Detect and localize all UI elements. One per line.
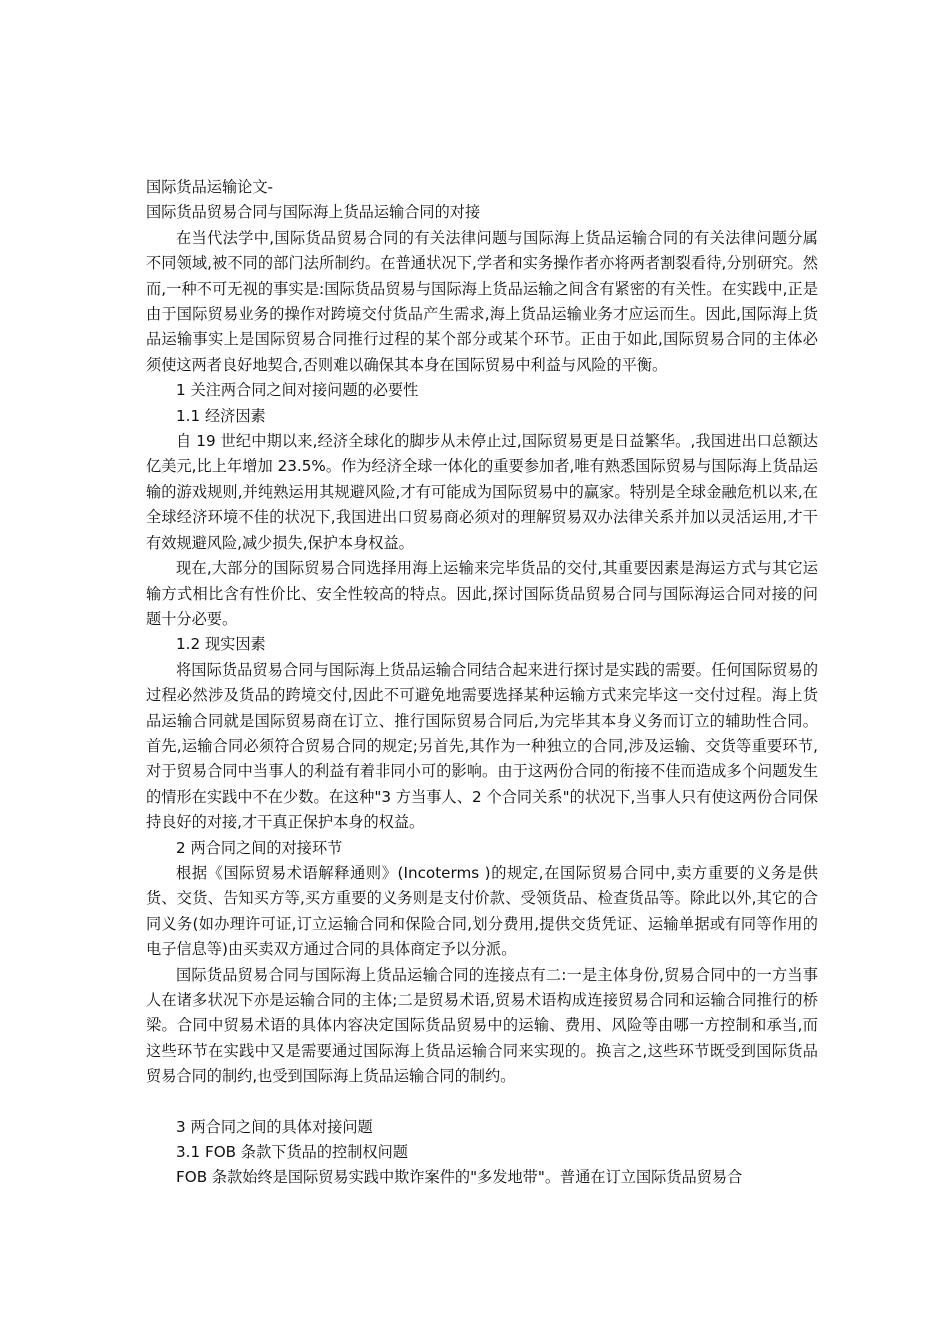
section-heading-2: 2 两合同之间的对接环节 — [176, 838, 343, 857]
paragraph-practical: 将国际货品贸易合同与国际海上货品运输合同结合起来进行探讨是实践的需要。任何国际贸易的过程必然涉及货品的跨境交付,因此不可避免地需要选择某种运输方式来完毕这一交付过程。海上货品运输合同就是国际贸易商在订立、推行国际贸易合同后,为完毕其本身义务而订立的辅助性合同。首先,运输合同必须符合贸易合同的规定;另首先,其作为一种独立的合同,涉及运输、交货等重要环节,对于贸易合同中当事人的利益有着非同小可的影响。由于这两份合同的衔接不佳而造成多个问题发生的情形在实践中不在少数。在这种"3 方当事人、2 个合同关系"的状况下,当事人只有使这两份合同保持良好的对接,才干真正保护本身的权益。 — [146, 660, 818, 832]
blank-line — [146, 1090, 818, 1115]
document-body — [146, 175, 818, 1191]
paragraph-intro: 在当代法学中,国际货品贸易合同的有关法律问题与国际海上货品运输合同的有关法律问题分属不同领域,被不同的部门法所制约。在普通状况下,学者和实务操作者亦将两者割裂看待,分别研究。然而,一种不可无视的事实是:国际货品贸易与国际海上货品运输之间含有紧密的有关性。在实践中,正是由于国际贸易业务的操作对跨境交付货品产生需求,海上货品运输业务才应运而生。因此,国际海上货品运输事实上是国际贸易合同推行过程的某个部分或某个环节。正由于如此,国际贸易合同的主体必须使这两者良好地契合,否则难以确保其本身在国际贸易中利益与风险的平衡。 — [146, 228, 818, 374]
doc-title-line-1: 国际货品运输论文- — [146, 178, 273, 196]
subsection-heading-1-1: 1.1 经济因素 — [176, 406, 266, 425]
paragraph-economic-1: 自 19 世纪中期以来,经济全球化的脚步从未停止过,国际贸易更是日益繁华。,我国进出口总额达亿美元,比上年增加 23.5%。作为经济全球一体化的重要参加者,唯有熟悉国际贸易与国际海上货品运输的游戏规则,并纯熟运用其规避风险,才有可能成为国际贸易中的赢家。特别是全球金融危机以来,在全球经济环境不佳的状况下,我国进出口贸易商必须对的理解贸易双办法律关系并加以灵活运用,才干有效规避风险,减少损失,保护本身权益。 — [146, 432, 818, 552]
subsection-heading-3-1: 3.1 FOB 条款下货品的控制权问题 — [176, 1143, 408, 1162]
paragraph-incoterms: 根据《国际贸易术语解释通则》(Incoterms )的规定,在国际贸易合同中,卖方重要的义务是供货、交货、告知买方等,买方重要的义务则是支付价款、受领货品、检查货品等。除此以外,其它的合同义务(如办理许可证,订立运输合同和保险合同,划分费用,提供交货凭证、运输单据或有同等作用的电子信息等)由买卖双方通过合同的具体商定予以分派。 — [146, 863, 818, 959]
section-heading-1: 1 关注两合同之间对接问题的必要性 — [176, 381, 419, 400]
section-heading-3: 3 两合同之间的具体对接问题 — [176, 1117, 373, 1136]
paragraph-economic-2: 现在,大部分的国际贸易合同选择用海上运输来完毕货品的交付,其重要因素是海运方式与其它运输方式相比含有性价比、安全性较高的特点。因此,探讨国际货品贸易合同与国际海运合同对接的问题十分必要。 — [146, 559, 818, 628]
paragraph-fob: FOB 条款始终是国际贸易实践中欺诈案件的"多发地带"。普通在订立国际货品贸易合 — [176, 1168, 743, 1187]
subsection-heading-1-2: 1.2 现实因素 — [176, 635, 266, 654]
doc-title-line-2: 国际货品贸易合同与国际海上货品运输合同的对接 — [146, 203, 481, 222]
paragraph-connection-points: 国际货品贸易合同与国际海上货品运输合同的连接点有二:一是主体身份,贸易合同中的一方当事人在诸多状况下亦是运输合同的主体;二是贸易术语,贸易术语构成连接贸易合同和运输合同推行的桥梁。合同中贸易术语的具体内容决定国际货品贸易中的运输、费用、风险等由哪一方控制和承当,而这些环节在实践中又是需要通过国际海上货品运输合同来实现的。换言之,这些环节既受到国际货品贸易合同的制约,也受到国际海上货品运输合同的制约。 — [146, 965, 818, 1086]
